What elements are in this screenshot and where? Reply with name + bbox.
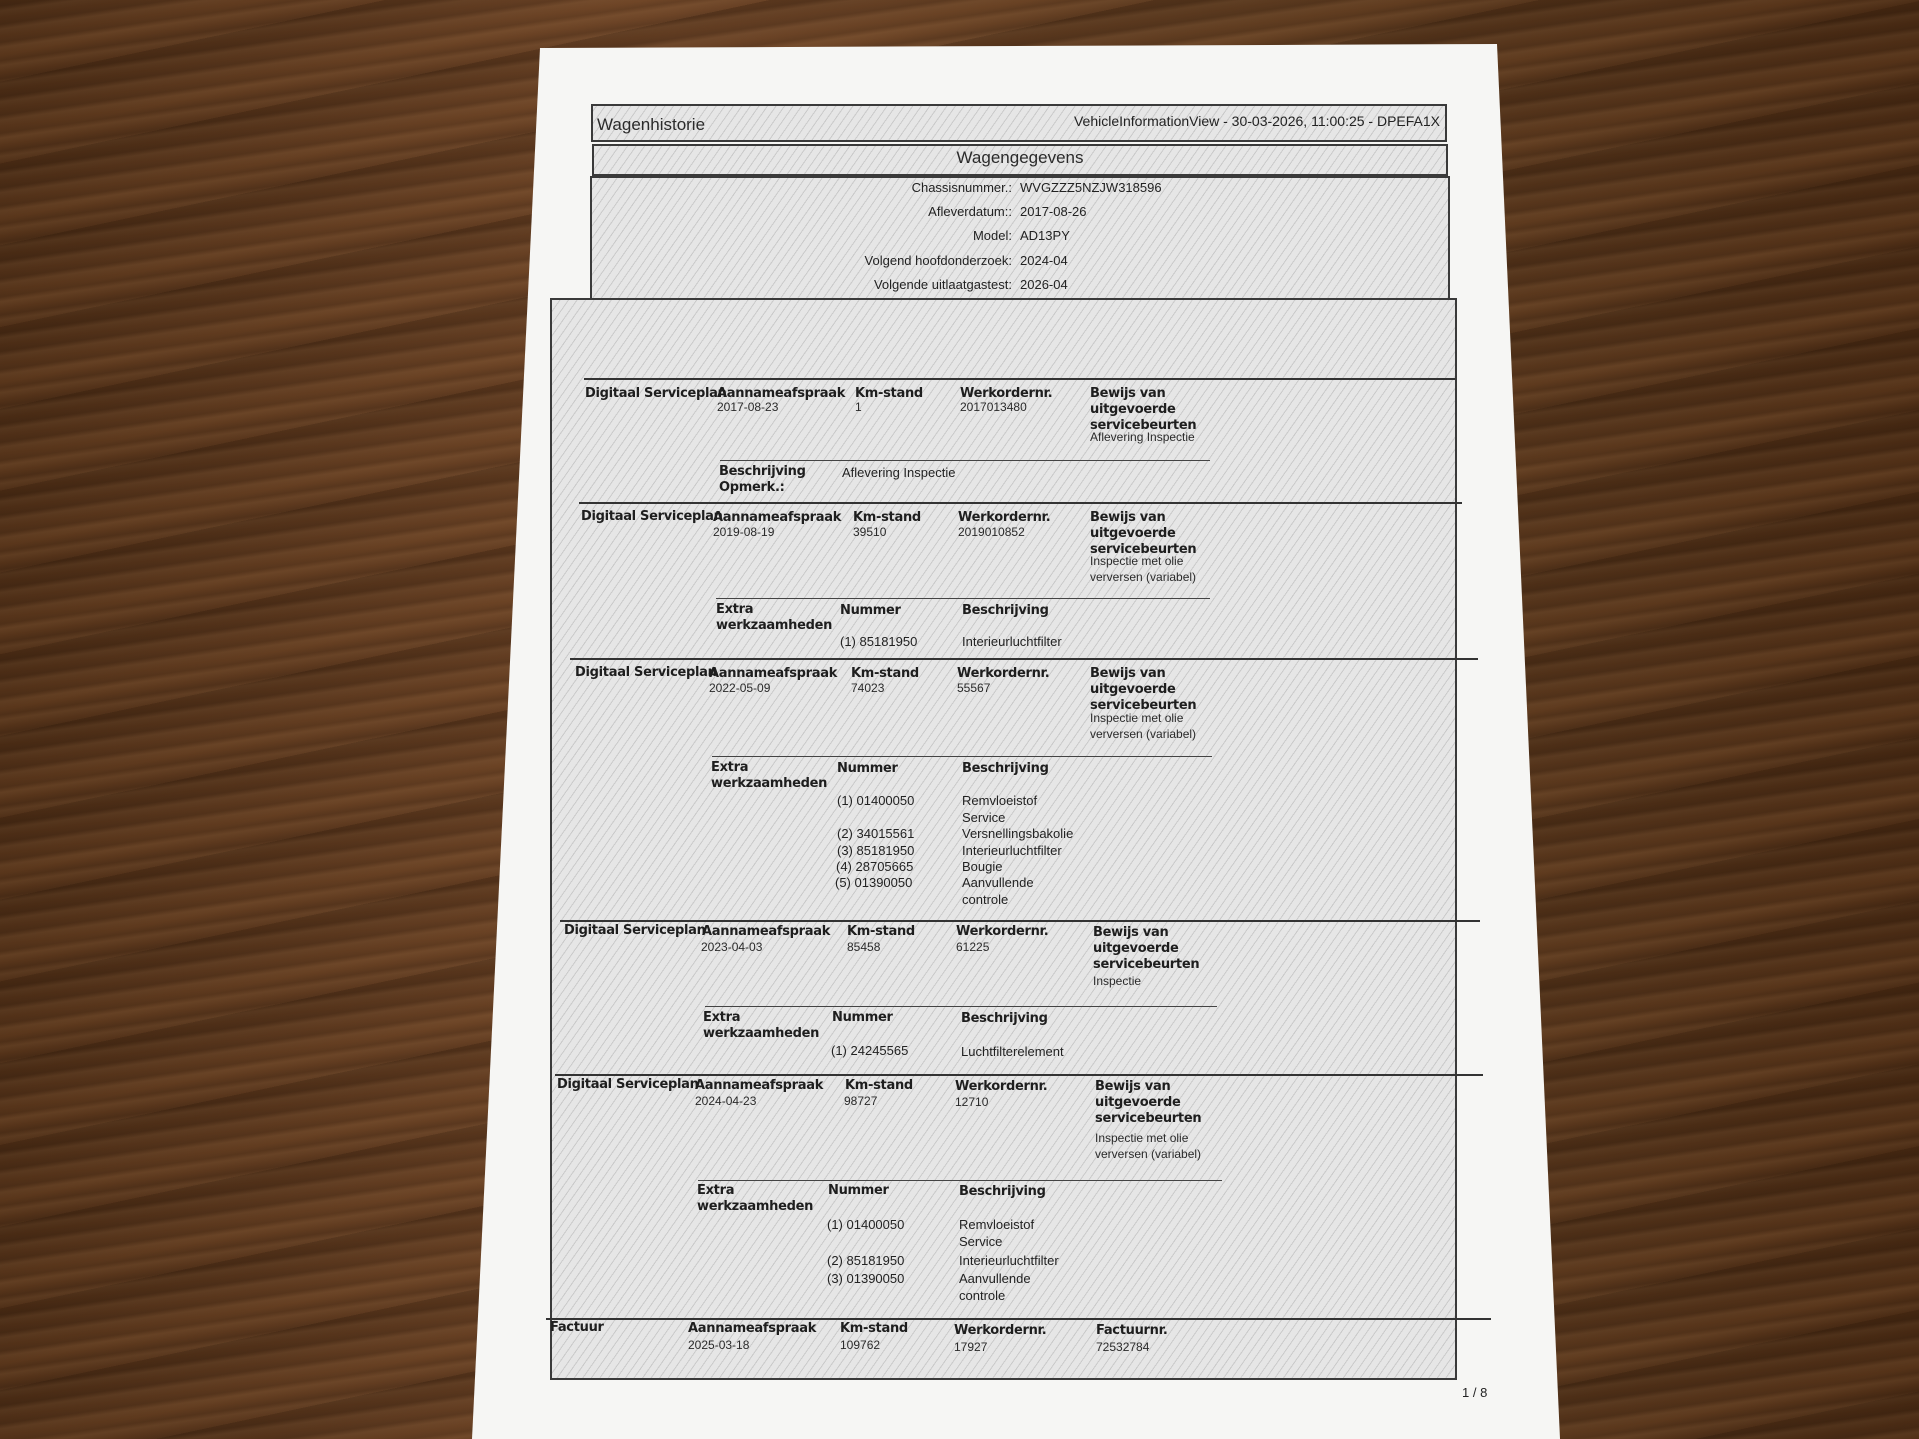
record-km: 109762 <box>840 1338 881 1352</box>
bewijs-label: Bewijs van uitgevoerde servicebeurten <box>1095 1079 1202 1126</box>
record-bewijs-value: Inspectie met olie verversen (variabel) <box>1090 711 1197 741</box>
record-km: 98727 <box>844 1094 878 1108</box>
km-label: Km-stand <box>853 510 921 525</box>
row-divider <box>584 378 1455 380</box>
extra-beschrijving: Versnellingsbakolie <box>962 826 1074 841</box>
werkorder-label: Werkordernr. <box>955 1079 1048 1094</box>
nummer-label: Nummer <box>828 1183 889 1198</box>
record-date: 2023-04-03 <box>701 940 763 954</box>
record-divider <box>705 1006 1217 1007</box>
row-divider <box>570 658 1478 660</box>
extra-nummer: (1) 24245565 <box>831 1043 909 1058</box>
vehicle-field-value: WVGZZZ5NZJW318596 <box>1020 180 1162 195</box>
extra-beschrijving: Aanvullende controle <box>962 875 1034 907</box>
vehicle-field-value: 2017-08-26 <box>1020 204 1087 219</box>
vehicle-field-value: 2024-04 <box>1020 253 1068 268</box>
record-type: Digitaal Serviceplan <box>581 509 723 524</box>
record-divider <box>716 598 1210 599</box>
aanname-label: Aannameafspraak <box>695 1078 824 1093</box>
beschrijving-label: Beschrijving <box>959 1184 1046 1199</box>
record-type: Digitaal Serviceplan <box>557 1077 699 1092</box>
vehicle-field-label: Chassisnummer.: <box>911 180 1012 195</box>
extra-beschrijving: Remvloeistof Service <box>962 793 1038 825</box>
record-km: 39510 <box>853 525 887 539</box>
km-label: Km-stand <box>840 1321 908 1336</box>
extra-beschrijving: Interieurluchtfilter <box>962 634 1062 649</box>
record-order: 55567 <box>957 681 991 695</box>
row-divider <box>546 1318 1491 1320</box>
record-divider <box>712 756 1212 757</box>
extra-label: Extra werkzaamheden <box>703 1010 820 1041</box>
aanname-label: Aannameafspraak <box>702 924 831 939</box>
record-date: 2019-08-19 <box>713 525 775 539</box>
aanname-label: Aannameafspraak <box>713 510 842 525</box>
record-bewijs-value: Aflevering Inspectie <box>1090 430 1195 444</box>
record-type: Factuur <box>550 1320 604 1335</box>
extra-label: Extra werkzaamheden <box>711 760 828 791</box>
aanname-label: Aannameafspraak <box>709 666 838 681</box>
row-divider <box>555 1074 1483 1076</box>
werkorder-label: Werkordernr. <box>954 1323 1047 1338</box>
vehicle-field-label: Volgend hoofdonderzoek: <box>864 253 1012 268</box>
aanname-label: Aannameafspraak <box>717 386 846 401</box>
record-km: 85458 <box>847 940 881 954</box>
record-date: 2025-03-18 <box>688 1338 750 1352</box>
factuurnr-label: Factuurnr. <box>1096 1323 1168 1338</box>
record-order: 2017013480 <box>960 400 1027 414</box>
record-date: 2022-05-09 <box>709 681 771 695</box>
extra-label: Extra werkzaamheden <box>697 1183 814 1214</box>
record-bewijs-value: Inspectie met olie verversen (variabel) <box>1090 554 1197 584</box>
vehicle-field-value: AD13PY <box>1020 228 1070 243</box>
bewijs-label: Bewijs van uitgevoerde servicebeurten <box>1090 386 1197 433</box>
beschrijving-label: Beschrijving <box>961 1011 1048 1026</box>
nummer-label: Nummer <box>832 1010 893 1025</box>
extra-beschrijving: Interieurluchtfilter <box>962 843 1062 858</box>
extra-beschrijving: Aanvullende controle <box>959 1271 1031 1303</box>
nummer-label: Nummer <box>840 603 901 618</box>
extra-nummer: (4) 28705665 <box>836 859 914 874</box>
km-label: Km-stand <box>845 1078 913 1093</box>
record-factuurnr: 72532784 <box>1096 1340 1150 1354</box>
extra-label: Extra werkzaamheden <box>716 602 833 633</box>
vehicle-field-label: Afleverdatum:: <box>928 204 1012 219</box>
record-divider <box>698 1180 1222 1181</box>
record-order: 12710 <box>955 1095 989 1109</box>
record-bewijs-value: Inspectie <box>1093 974 1142 988</box>
extra-nummer: (2) 34015561 <box>837 826 915 841</box>
vehicle-field-value: 2026-04 <box>1020 277 1068 292</box>
page-title: Wagenhistorie <box>597 115 706 134</box>
record-order: 2019010852 <box>958 525 1025 539</box>
extra-nummer: (5) 01390050 <box>835 875 913 890</box>
km-label: Km-stand <box>847 924 915 939</box>
record-type: Digitaal Serviceplan <box>575 665 717 680</box>
extra-beschrijving: Remvloeistof Service <box>959 1217 1035 1249</box>
nummer-label: Nummer <box>837 761 898 776</box>
bewijs-label: Bewijs van uitgevoerde servicebeurten <box>1090 510 1197 557</box>
record-date: 2024-04-23 <box>695 1094 757 1108</box>
extra-beschrijving: Bougie <box>962 859 1003 874</box>
beschrijving-label: Beschrijving <box>962 603 1049 618</box>
record-bewijs-value: Inspectie met olie verversen (variabel) <box>1095 1131 1202 1161</box>
extra-beschrijving: Interieurluchtfilter <box>959 1253 1059 1268</box>
vehicle-section-title: Wagengegevens <box>956 148 1084 167</box>
extra-nummer: (1) 01400050 <box>827 1217 905 1232</box>
record-km: 1 <box>855 400 862 414</box>
bewijs-label: Bewijs van uitgevoerde servicebeurten <box>1093 925 1200 972</box>
werkorder-label: Werkordernr. <box>957 666 1050 681</box>
record-beschrijving: Aflevering Inspectie <box>842 465 956 480</box>
extra-nummer: (3) 01390050 <box>827 1271 905 1286</box>
record-order: 61225 <box>956 940 990 954</box>
extra-nummer: (1) 85181950 <box>840 634 918 649</box>
vehicle-field-label: Model: <box>972 228 1012 243</box>
extra-nummer: (2) 85181950 <box>827 1253 905 1268</box>
km-label: Km-stand <box>851 666 919 681</box>
extra-nummer: (3) 85181950 <box>837 843 915 858</box>
bewijs-label: Bewijs van uitgevoerde servicebeurten <box>1090 666 1197 713</box>
extra-beschrijving: Luchtfilterelement <box>961 1044 1064 1059</box>
beschrijving-opmerk-label: Beschrijving Opmerk.: <box>719 464 806 495</box>
row-divider <box>560 920 1480 922</box>
record-date: 2017-08-23 <box>717 400 779 414</box>
record-type: Digitaal Serviceplan <box>564 923 706 938</box>
record-type: Digitaal Serviceplan <box>585 386 727 401</box>
extra-nummer: (1) 01400050 <box>837 793 915 808</box>
werkorder-label: Werkordernr. <box>960 386 1053 401</box>
record-km: 74023 <box>851 681 885 695</box>
km-label: Km-stand <box>855 386 923 401</box>
werkorder-label: Werkordernr. <box>956 924 1049 939</box>
row-divider <box>579 502 1462 504</box>
page-number: 1 / 8 <box>1462 1385 1488 1400</box>
werkorder-label: Werkordernr. <box>958 510 1051 525</box>
header-meta: VehicleInformationView - 30-03-2026, 11:00:25 - DPEFA1X <box>1073 113 1440 129</box>
record-divider <box>720 460 1210 461</box>
beschrijving-label: Beschrijving <box>962 761 1049 776</box>
aanname-label: Aannameafspraak <box>688 1321 817 1336</box>
record-order: 17927 <box>954 1340 988 1354</box>
vehicle-field-label: Volgende uitlaatgastest: <box>873 277 1012 292</box>
